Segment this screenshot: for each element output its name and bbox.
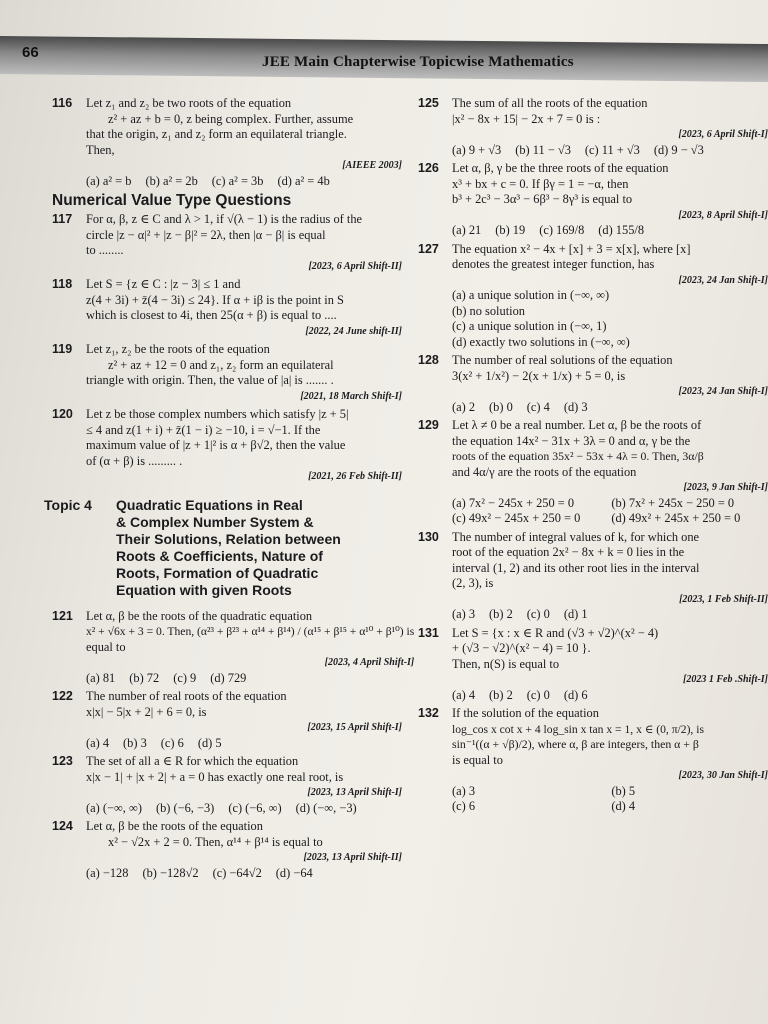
option-b: (b) 2 [489,607,513,621]
question-number: 126 [418,161,439,175]
options [452,400,768,416]
options [86,801,402,817]
question-number: 128 [418,353,439,367]
option-a: (a) 4 [86,735,110,750]
option-c: (c) 169/8 [539,223,585,237]
option-b: (b) 2 [489,687,513,702]
question-text: roots of the equation 35x² − 53x + 4λ = 0. Then, 3α/β [452,449,704,463]
question-text: (2, 3), is [452,576,494,590]
question-text: The equation x² − 4x + [x] + 3 = x[x], where [x] [452,241,691,256]
question-117 [52,212,402,274]
question-source: [2021, 26 Feb Shift-II] [308,471,402,482]
question-text: which is closest to 4i, then 25(α + β) is equal to .... [86,308,337,322]
question-119 [52,342,402,404]
question-text: Let z be those complex numbers which satisfy |z + 5| [86,407,349,421]
option-b: (b) −128√2 [142,865,199,880]
question-text: x² + √6x + 3 = 0. Then, (α²³ + β²³ + α¹⁴ + β¹⁴) / (α¹⁵ + β¹⁵ + α¹⁰ + β¹⁰) is [86,625,415,638]
option-a: (a) −128 [86,865,129,880]
right-column [418,96,768,818]
question-number: 117 [52,212,73,226]
options [86,671,414,687]
question-text: Let z₁ and z₂ be two roots of the equation [86,96,292,110]
question-text: Let λ ≠ 0 be a real number. Let α, β be the roots of [452,418,702,432]
question-123 [52,754,402,816]
option-b: (b) 5 [611,783,636,798]
question-source: [2023, 4 April Shift-I] [324,657,415,668]
question-text: to ........ [86,243,124,257]
question-text: z² + az + 12 = 0 and z₁, z₂ form an equilateral [108,357,334,372]
question-128 [418,353,768,415]
options [86,174,402,190]
option-b: (b) (−6, −3) [155,800,215,815]
option-c: (c) 6 [160,735,184,750]
question-source: [2023 1 Feb .Shift-I] [683,674,768,685]
option-b: (b) 0 [489,399,513,414]
question-122 [52,689,402,751]
option-c: (c) 4 [526,399,550,414]
topic-title-line: Their Solutions, Relation between [116,530,341,547]
question-text: + (√3 − √2)^(x² − 4) = 10 }. [452,641,591,655]
option-d: (d) 729 [210,670,247,685]
question-number: 122 [52,689,73,703]
option-b: (b) 19 [495,223,526,237]
option-d: (d) 3 [563,399,588,414]
question-number: 132 [418,706,439,720]
option-d: (d) 6 [563,687,588,702]
question-source: [2023, 8 April Shift-I] [678,209,768,221]
topic-title-line: Roots & Coefficients, Nature of [116,547,323,564]
topic-title-line: & Complex Number System & [116,513,314,530]
option-c: (c) 6 [452,799,476,813]
question-number: 119 [52,342,73,356]
option-c: (c) (−6, ∞) [228,800,282,815]
question-source: [2023, 9 Jan Shift-I] [683,482,768,493]
option-d: (d) 49x² + 245x + 250 = 0 [611,511,741,525]
question-text: log_cos x cot x + 4 log_sin x tan x = 1, x ∈ (0, π/2), is [452,722,704,736]
page-number: 66 [22,44,39,61]
option-d: (d) 9 − √3 [653,142,704,157]
options [452,496,768,527]
topic-title-line: Roots, Formation of Quadratic [116,564,319,581]
question-text: ≤ 4 and z(1 + i) + z̄(1 − i) ≥ −10, i = √−1. If the [86,422,321,437]
option-c: (c) 11 + √3 [584,142,640,157]
question-text: |x² − 8x + 15| − 2x + 7 = 0 is : [452,111,601,126]
option-b: (b) 7x² + 245x − 250 = 0 [611,495,735,510]
question-text: x³ + bx + c = 0. If βγ = 1 = −α, then [452,176,629,191]
option-a: (a) 3 [452,783,476,798]
option-d: (d) (−∞, −3) [295,800,357,815]
topic-title-line: Quadratic Equations in Real [116,496,303,513]
question-number: 131 [418,625,439,640]
question-number: 121 [52,608,73,623]
question-125 [418,96,768,158]
question-text: and 4α/γ are the roots of the equation [452,464,637,479]
question-text: Let α, β be the roots of the equation [86,819,263,833]
question-number: 123 [52,754,73,768]
question-text: root of the equation 2x² − 8x + k = 0 lies in the [452,545,685,559]
question-text: denotes the greatest integer function, has [452,257,655,271]
option-a: (a) 7x² − 245x + 250 = 0 [452,495,575,510]
option-b: (b) a² = 2b [145,173,198,188]
question-text: For α, β, z ∈ C and λ > 1, if √(λ − 1) is the radius of the [86,212,363,226]
question-text: x|x − 1| + |x + 2| + a = 0 has exactly one real root, is [86,769,344,784]
option-a: (a) (−∞, ∞) [86,800,142,815]
option-c: (c) 0 [526,687,550,702]
question-text: The set of all a ∈ R for which the equation [86,754,299,768]
question-124 [52,819,402,881]
question-text: x² − √2x + 2 = 0. Then, α¹⁴ + β¹⁴ is equal to [108,834,323,849]
option-b: (b) 72 [129,670,160,685]
question-text: z(4 + 3i) + z̄(4 − 3i) ≤ 24}. If α + iβ is the point in S [86,292,344,307]
question-126 [418,161,768,239]
option-a: (a) 81 [86,670,116,685]
option-d: (d) 1 [563,607,588,621]
option-c: (c) 9 [173,670,197,685]
topic-title-line: Equation with given Roots [116,581,292,598]
question-text: z² + az + b = 0, z being complex. Further, assume [108,111,354,126]
question-120 [52,407,402,485]
option-c: (c) a unique solution in (−∞, 1) [452,319,607,333]
option-a: (a) a² = b [86,173,132,188]
question-text: The number of integral values of k, for which one [452,529,700,544]
question-text: equal to [86,639,126,654]
question-source: [2023, 30 Jan Shift-I] [678,770,768,781]
option-d: (d) −64 [275,865,313,880]
question-129 [418,418,768,527]
option-d: (d) a² = 4b [277,173,330,188]
question-source: [2023, 1 Feb Shift-II] [679,593,768,605]
question-source: [2023, 6 April Shift-I] [678,129,768,140]
option-a: (a) 21 [452,223,482,237]
question-text: 3(x² + 1/x²) − 2(x + 1/x) + 5 = 0, is [452,368,626,383]
question-text: The number of real roots of the equation [86,689,287,703]
option-c: (c) 0 [526,607,550,621]
question-121 [52,608,415,687]
question-text: the equation 14x² − 31x + 3λ = 0 and α, γ be the [452,433,691,448]
section-heading: Numerical Value Type Questions [52,192,292,209]
question-source: [2021, 18 March Shift-I] [300,390,402,402]
option-c: (c) a² = 3b [211,173,264,188]
question-number: 125 [418,96,439,110]
option-d: (d) exactly two solutions in (−∞, ∞) [452,334,630,349]
question-number: 130 [418,529,439,544]
question-text: triangle with origin. Then, the value of |a| is ....... . [86,373,334,387]
left-column [44,96,415,884]
option-b: (b) no solution [452,303,525,318]
question-text: that the origin, z₁ and z₂ form an equilateral triangle. [86,127,347,141]
option-a: (a) a unique solution in (−∞, ∞) [452,288,610,302]
options [452,607,768,623]
question-number: 116 [52,96,73,110]
options [86,736,402,752]
question-130 [418,530,768,623]
question-number: 120 [52,407,73,421]
question-number: 124 [52,819,73,833]
options [452,784,768,815]
question-text: If the solution of the equation [452,706,599,720]
options [86,866,402,882]
question-text: Let z₁, z₂ be the roots of the equation [86,342,270,356]
question-text: interval (1, 2) and its other root lies in the interval [452,560,700,575]
question-text: Then, n(S) is equal to [452,656,560,671]
topic-heading [44,497,402,599]
option-d: (d) 155/8 [598,223,645,237]
question-127 [418,242,768,351]
question-source: [2023, 13 April Shift-II] [303,852,402,863]
question-text: maximum value of |z + 1|² is α + β√2, then the value [86,438,346,452]
option-c: (c) −64√2 [212,865,262,880]
option-a: (a) 2 [452,399,476,414]
question-source: [AIEEE 2003] [342,160,402,171]
option-b: (b) 11 − √3 [515,142,571,157]
question-text: is equal to [452,752,503,767]
question-text: x|x| − 5|x + 2| + 6 = 0, is [86,704,207,719]
option-b: (b) 3 [123,735,147,750]
option-d: (d) 5 [197,735,222,750]
option-c: (c) 49x² − 245x + 250 = 0 [452,511,581,525]
topic-label: Topic 4 [44,496,92,513]
option-d: (d) 4 [611,799,636,813]
question-118 [52,277,402,339]
question-source: [2023, 24 Jan Shift-I] [678,386,768,397]
option-a: (a) 3 [452,607,476,621]
options [452,143,768,159]
question-text: Let S = {x : x ∈ R and (√3 + √2)^(x² − 4) [452,625,659,640]
question-text: The sum of all the roots of the equation [452,96,648,110]
question-source: [2023, 24 Jan Shift-I] [678,274,768,286]
question-text: of (α + β) is ......... . [86,453,183,468]
options [452,688,768,704]
question-text: The number of real solutions of the equation [452,353,673,367]
question-text: b³ + 2c³ − 3α³ − 6β³ − 8γ³ is equal to [452,192,633,206]
question-116 [52,96,402,189]
question-source: [2022, 24 June shift-II] [305,325,402,337]
question-text: Let α, β be the roots of the quadratic equation [86,608,313,623]
question-number: 129 [418,418,439,432]
options [452,223,768,239]
question-source: [2023, 15 April Shift-I] [307,722,402,733]
option-a: (a) 9 + √3 [452,142,502,157]
question-number: 118 [52,277,73,291]
option-a: (a) 4 [452,687,476,702]
book-title: JEE Main Chapterwise Topicwise Mathematics [262,54,574,70]
question-number: 127 [418,241,439,256]
question-131 [418,626,768,704]
question-132 [418,706,768,815]
question-text: Let α, β, γ be the three roots of the equation [452,161,669,175]
question-text: circle |z − α|² + |z − β|² = 2λ, then |α − β| is equal [86,227,326,242]
question-source: [2023, 13 April Shift-I] [307,787,402,798]
question-text: Then, [86,142,115,157]
question-text: Let S = {z ∈ C : |z − 3| ≤ 1 and [86,277,241,291]
question-source: [2023, 6 April Shift-II] [308,260,402,272]
question-text: sin⁻¹((α + √β)/2), where α, β are integers, then α + β [452,737,699,751]
